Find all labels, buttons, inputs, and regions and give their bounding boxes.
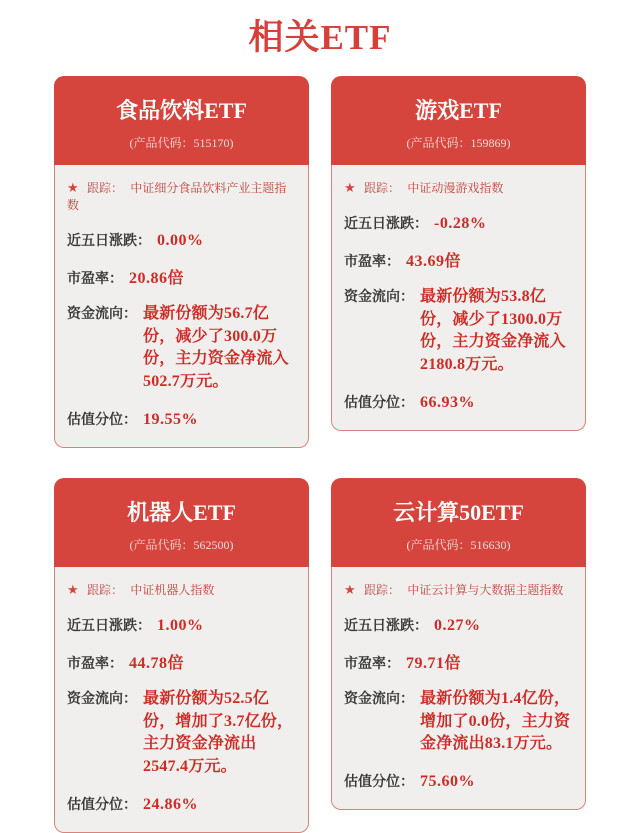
five-day-change-value: 1.00% <box>157 616 204 634</box>
etf-product-code: (产品代码：562500) <box>129 537 234 552</box>
tracking-label: 跟踪： <box>87 582 124 597</box>
etf-card-food-beverage[interactable] <box>54 76 309 448</box>
fund-flow-value: 最新份额为56.7亿份，减少了300.0万份，主力资金净流入502.7万元。 <box>143 305 289 391</box>
star-icon: ★ <box>344 180 356 195</box>
etf-card-body <box>54 165 309 448</box>
star-icon: ★ <box>344 581 356 597</box>
etf-title: 游戏ETF <box>415 98 502 123</box>
pe-ratio-row <box>67 265 296 288</box>
fund-flow-row <box>67 303 296 394</box>
fund-flow-value: 最新份额为52.5亿份，增加了3.7亿份，主力资金净流出2547.4万元。 <box>143 689 294 776</box>
valuation-value: 66.93% <box>420 393 475 411</box>
tracking-index: 中证细分食品饮料产业主题指数 <box>67 181 287 212</box>
fund-flow-label: 资金流向： <box>344 689 414 706</box>
five-day-change-row <box>344 213 573 233</box>
valuation-row <box>344 771 573 791</box>
valuation-label: 估值分位： <box>344 393 414 410</box>
tracking-index: 中证云计算与大数据主题指数 <box>407 582 564 597</box>
etf-card-body <box>331 567 586 810</box>
valuation-value: 75.60% <box>420 773 475 791</box>
etf-card-header <box>54 76 309 165</box>
pe-ratio-value: 20.86倍 <box>129 270 185 287</box>
pe-ratio-label: 市盈率： <box>344 654 400 671</box>
fund-flow-value: 最新份额为1.4亿份，增加了0.0份，主力资金净流出83.1万元。 <box>420 689 571 753</box>
tracking-row <box>67 581 296 598</box>
fund-flow-label: 资金流向： <box>67 689 137 706</box>
tracking-label: 跟踪： <box>87 181 124 195</box>
etf-card-body <box>54 567 309 833</box>
pe-ratio-row <box>67 650 296 673</box>
valuation-label: 估值分位： <box>67 795 137 812</box>
fund-flow-row <box>67 688 296 779</box>
five-day-change-value: 0.27% <box>434 616 481 634</box>
valuation-row <box>67 794 296 814</box>
pe-ratio-row <box>344 650 573 673</box>
etf-title: 食品饮料ETF <box>116 98 247 123</box>
etf-cards-grid <box>54 76 586 833</box>
etf-card-cloud-computing[interactable] <box>331 478 586 833</box>
five-day-change-row <box>67 615 296 635</box>
pe-ratio-value: 79.71倍 <box>406 654 462 672</box>
etf-card-game[interactable] <box>331 76 586 448</box>
valuation-label: 估值分位： <box>344 773 414 790</box>
five-day-change-value: -0.28% <box>434 215 487 232</box>
fund-flow-row <box>344 286 573 377</box>
valuation-label: 估值分位： <box>67 410 137 427</box>
five-day-change-label: 近五日涨跌： <box>67 232 151 248</box>
etf-card-header <box>331 76 586 165</box>
etf-title: 云计算50ETF <box>393 499 524 525</box>
five-day-change-label: 近五日涨跌： <box>344 616 428 633</box>
fund-flow-row <box>344 688 573 756</box>
five-day-change-value: 0.00% <box>157 232 204 249</box>
star-icon: ★ <box>67 581 79 597</box>
etf-card-header <box>54 478 309 567</box>
etf-card-robot[interactable] <box>54 478 309 833</box>
valuation-row <box>67 409 296 429</box>
etf-product-code: (产品代码：159869) <box>406 136 511 150</box>
fund-flow-label: 资金流向： <box>67 305 137 321</box>
fund-flow-label: 资金流向： <box>344 288 414 304</box>
valuation-value: 19.55% <box>143 410 198 428</box>
tracking-label: 跟踪： <box>364 582 401 597</box>
pe-ratio-row <box>344 248 573 271</box>
tracking-label: 跟踪： <box>364 181 401 195</box>
tracking-index: 中证机器人指数 <box>130 582 215 597</box>
etf-card-body <box>331 165 586 431</box>
etf-product-code: (产品代码：515170) <box>129 136 234 150</box>
tracking-row <box>344 581 573 598</box>
pe-ratio-value: 43.69倍 <box>406 253 462 270</box>
valuation-row <box>344 392 573 412</box>
page-title: 相关ETF <box>248 18 392 57</box>
five-day-change-row <box>67 230 296 250</box>
pe-ratio-value: 44.78倍 <box>129 654 185 672</box>
etf-product-code: (产品代码：516630) <box>406 537 511 552</box>
pe-ratio-label: 市盈率： <box>67 654 123 671</box>
tracking-row <box>67 179 296 213</box>
five-day-change-row <box>344 615 573 635</box>
tracking-row <box>344 179 573 196</box>
five-day-change-label: 近五日涨跌： <box>67 616 151 633</box>
tracking-index: 中证动漫游戏指数 <box>407 181 504 195</box>
etf-card-header <box>331 478 586 567</box>
fund-flow-value: 最新份额为53.8亿份，减少了1300.0万份，主力资金净流入2180.8万元。 <box>420 288 566 374</box>
star-icon: ★ <box>67 180 79 195</box>
pe-ratio-label: 市盈率： <box>67 270 123 286</box>
pe-ratio-label: 市盈率： <box>344 253 400 269</box>
valuation-value: 24.86% <box>143 795 198 813</box>
five-day-change-label: 近五日涨跌： <box>344 215 428 231</box>
etf-title: 机器人ETF <box>127 499 236 525</box>
